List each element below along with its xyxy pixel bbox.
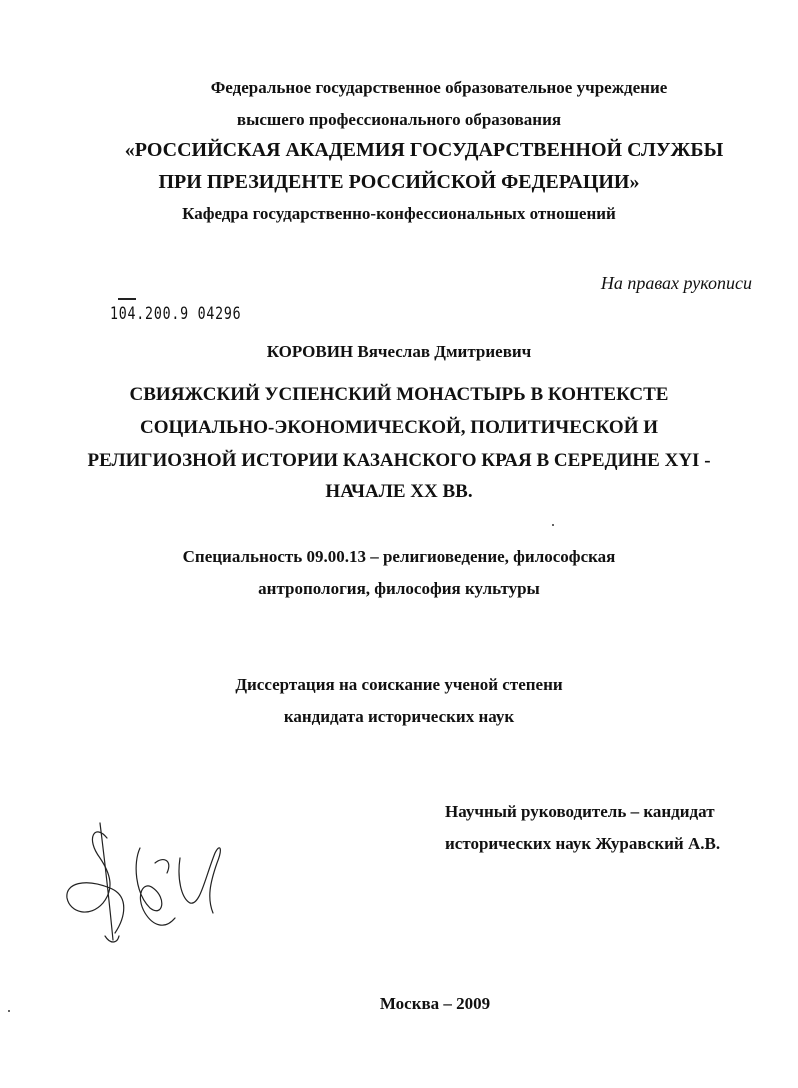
specialty-line-2: антропология, философия культуры: [258, 579, 540, 598]
academy-name-line-1: «РОССИЙСКАЯ АКАДЕМИЯ ГОСУДАРСТВЕННОЙ СЛУЖБЫ: [124, 139, 724, 161]
institution-line-1: Федеральное государственное образовательное учреждение: [210, 78, 668, 97]
city-year-footer: Москва – 2009: [379, 994, 491, 1013]
registration-stamp-mark: [118, 298, 136, 300]
scan-speck: [552, 524, 554, 526]
institution-line-2: высшего профессионального образования: [236, 110, 562, 129]
specialty-line-1: Специальность 09.00.13 – религиоведение, философская: [182, 547, 616, 566]
academy-name-line-2: ПРИ ПРЕЗИДЕНТЕ РОССИЙСКОЙ ФЕДЕРАЦИИ»: [158, 171, 640, 193]
registration-number: 104.200.9 04296: [110, 304, 242, 324]
supervisor-line-2: исторических наук Журавский А.В.: [445, 834, 721, 853]
degree-line-2: кандидата исторических наук: [283, 707, 515, 726]
dissertation-title-line-3: РЕЛИГИОЗНОЙ ИСТОРИИ КАЗАНСКОГО КРАЯ В СЕРЕДИНЕ XYI -: [87, 450, 711, 471]
manuscript-rights-note: На правах рукописи: [600, 273, 752, 293]
degree-line-1: Диссертация на соискание ученой степени: [235, 675, 563, 694]
department-name: Кафедра государственно-конфессиональных отношений: [182, 204, 616, 223]
dissertation-title-line-4: НАЧАЛЕ XX ВВ.: [325, 481, 473, 502]
author-name: КОРОВИН Вячеслав Дмитриевич: [266, 342, 532, 361]
handwritten-signature: [55, 818, 240, 948]
supervisor-line-1: Научный руководитель – кандидат: [445, 802, 715, 821]
dissertation-title-line-2: СОЦИАЛЬНО-ЭКОНОМИЧЕСКОЙ, ПОЛИТИЧЕСКОЙ И: [139, 417, 659, 438]
dissertation-title-line-1: СВИЯЖСКИЙ УСПЕНСКИЙ МОНАСТЫРЬ В КОНТЕКСТЕ: [129, 384, 669, 405]
